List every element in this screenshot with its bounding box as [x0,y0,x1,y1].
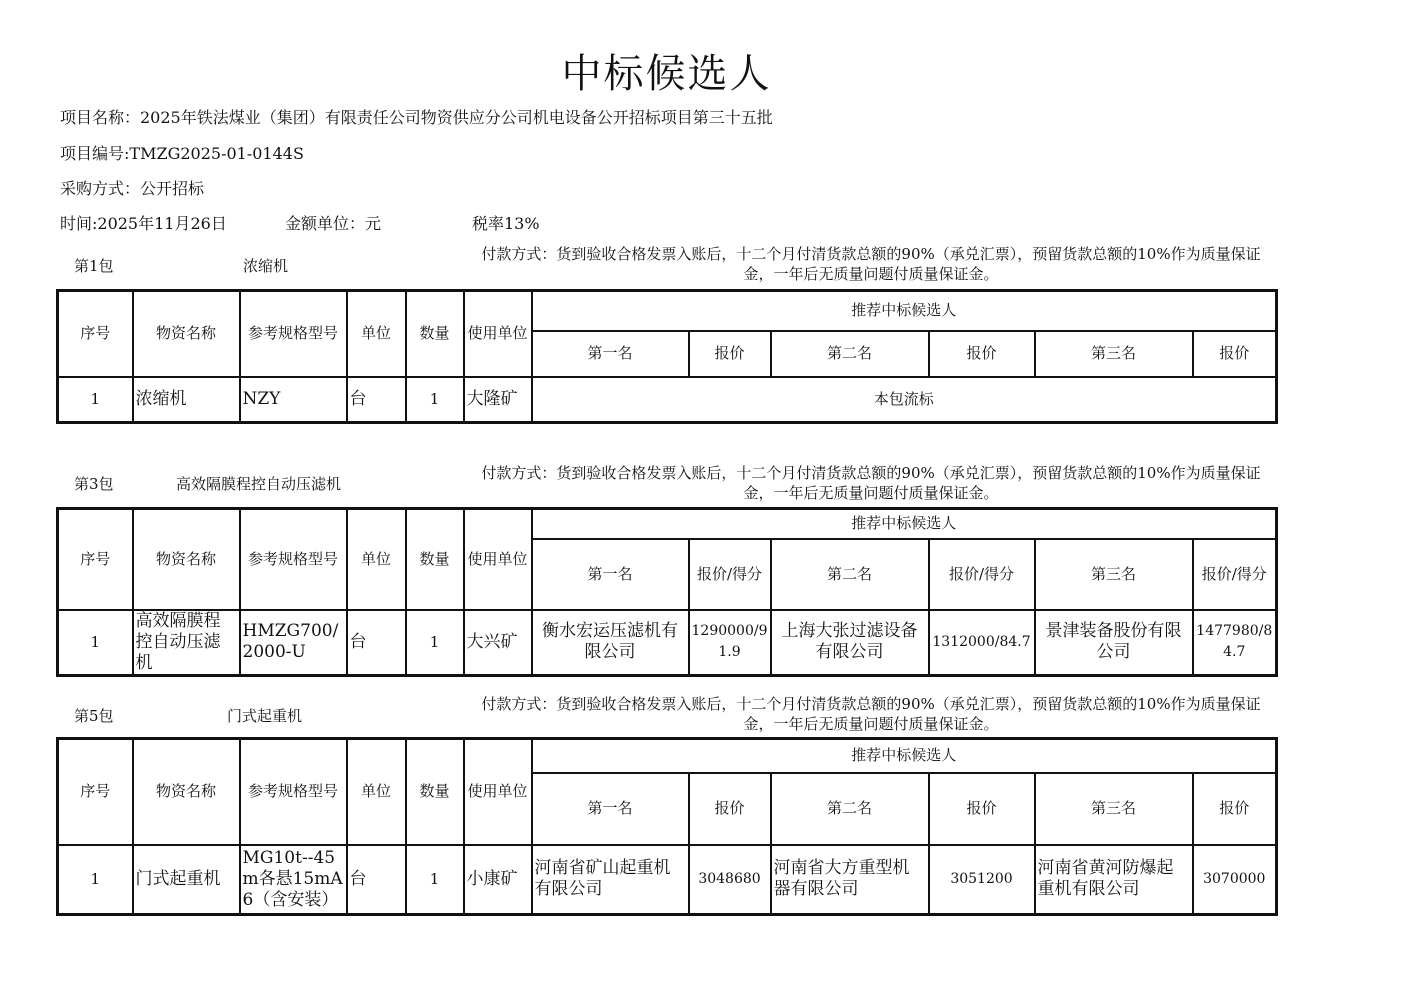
package-5-table [56,737,1278,916]
header-third: 第三名 [1035,539,1193,610]
package-label: 第5包 [74,707,114,725]
header-price: 报价 [1193,331,1277,377]
cell-seq: 1 [58,610,133,676]
cell-spec: NZY [240,377,347,423]
amount-unit: 金额单位：元 [285,214,382,233]
header-first: 第一名 [532,539,689,610]
header-second: 第二名 [771,331,929,377]
header-second: 第二名 [771,539,929,610]
cell-third: 景津装备股份有限公司 [1035,610,1193,676]
header-price: 报价 [689,773,771,845]
header-seq: 序号 [58,291,133,377]
procurement-method: 采购方式：公开招标 [60,179,205,198]
package-name: 高效隔膜程控自动压滤机 [176,475,342,493]
payment-terms: 付款方式：货到验收合格发票入账后，十二个月付清货款总额的90%（承兑汇票），预留货款总额的10%作为质量保证金，一年后无质量问题付质量保证金。 [481,245,1261,283]
payment-terms: 付款方式：货到验收合格发票入账后，十二个月付清货款总额的90%（承兑汇票），预留货款总额的10%作为质量保证金，一年后无质量问题付质量保证金。 [481,695,1261,733]
cell-second: 河南省大方重型机器有限公司 [771,845,929,915]
header-unit: 单位 [347,291,406,377]
cell-first: 衡水宏运压滤机有限公司 [532,610,689,676]
cell-first-price: 1290000/91.9 [689,610,771,676]
cell-seq: 1 [58,377,133,423]
header-spec: 参考规格型号 [240,291,347,377]
cell-user: 大隆矿 [464,377,532,423]
cell-second-price: 3051200 [929,845,1035,915]
header-qty: 数量 [406,509,464,610]
cell-qty: 1 [406,610,464,676]
header-second: 第二名 [771,773,929,845]
header-qty: 数量 [406,291,464,377]
cell-name: 浓缩机 [133,377,240,423]
header-spec: 参考规格型号 [240,509,347,610]
header-first: 第一名 [532,331,689,377]
header-spec: 参考规格型号 [240,739,347,845]
header-recommend: 推荐中标候选人 [532,509,1277,539]
header-price: 报价 [929,331,1035,377]
cell-unit: 台 [347,845,406,915]
cell-qty: 1 [406,845,464,915]
cell-first: 河南省矿山起重机有限公司 [532,845,689,915]
table-row [58,845,1277,915]
package-label: 第3包 [74,475,114,493]
package-name: 浓缩机 [243,257,289,275]
page-title: 中标候选人 [561,51,772,97]
cell-first-price: 3048680 [689,845,771,915]
header-qty: 数量 [406,739,464,845]
cell-result: 本包流标 [532,377,1277,423]
header-price-score: 报价/得分 [929,539,1035,610]
table-row [58,610,1277,676]
cell-name: 高效隔膜程控自动压滤机 [133,610,240,676]
header-price: 报价 [929,773,1035,845]
cell-user: 大兴矿 [464,610,532,676]
tax-rate: 税率13% [472,214,540,233]
header-unit: 单位 [347,739,406,845]
cell-third: 河南省黄河防爆起重机有限公司 [1035,845,1193,915]
header-price: 报价 [689,331,771,377]
package-1-table [56,289,1278,424]
cell-second: 上海大张过滤设备有限公司 [771,610,929,676]
header-price-score: 报价/得分 [689,539,771,610]
package-label: 第1包 [74,257,114,275]
package-name: 门式起重机 [227,707,303,725]
cell-unit: 台 [347,610,406,676]
header-user: 使用单位 [464,739,532,845]
cell-second-price: 1312000/84.7 [929,610,1035,676]
date: 时间:2025年11月26日 [60,214,227,233]
header-name: 物资名称 [133,291,240,377]
cell-spec: HMZG700/2000-U [240,610,347,676]
cell-third-price: 1477980/84.7 [1193,610,1277,676]
cell-qty: 1 [406,377,464,423]
package-3-table [56,507,1278,677]
table-row [58,377,1277,423]
cell-unit: 台 [347,377,406,423]
header-name: 物资名称 [133,509,240,610]
header-name: 物资名称 [133,739,240,845]
header-first: 第一名 [532,773,689,845]
cell-third-price: 3070000 [1193,845,1277,915]
cell-spec: MG10t--45m各悬15mA6（含安装） [240,845,347,915]
header-user: 使用单位 [464,509,532,610]
cell-user: 小康矿 [464,845,532,915]
header-recommend: 推荐中标候选人 [532,291,1277,331]
header-seq: 序号 [58,739,133,845]
cell-name: 门式起重机 [133,845,240,915]
header-third: 第三名 [1035,773,1193,845]
header-unit: 单位 [347,509,406,610]
header-recommend: 推荐中标候选人 [532,739,1277,773]
cell-seq: 1 [58,845,133,915]
header-seq: 序号 [58,509,133,610]
project-number: 项目编号:TMZG2025-01-0144S [60,144,304,163]
project-name: 项目名称：2025年铁法煤业（集团）有限责任公司物资供应分公司机电设备公开招标项目第三十五批 [60,108,773,127]
header-user: 使用单位 [464,291,532,377]
header-price: 报价 [1193,773,1277,845]
payment-terms: 付款方式：货到验收合格发票入账后，十二个月付清货款总额的90%（承兑汇票），预留货款总额的10%作为质量保证金，一年后无质量问题付质量保证金。 [481,464,1261,502]
header-price-score: 报价/得分 [1193,539,1277,610]
header-third: 第三名 [1035,331,1193,377]
